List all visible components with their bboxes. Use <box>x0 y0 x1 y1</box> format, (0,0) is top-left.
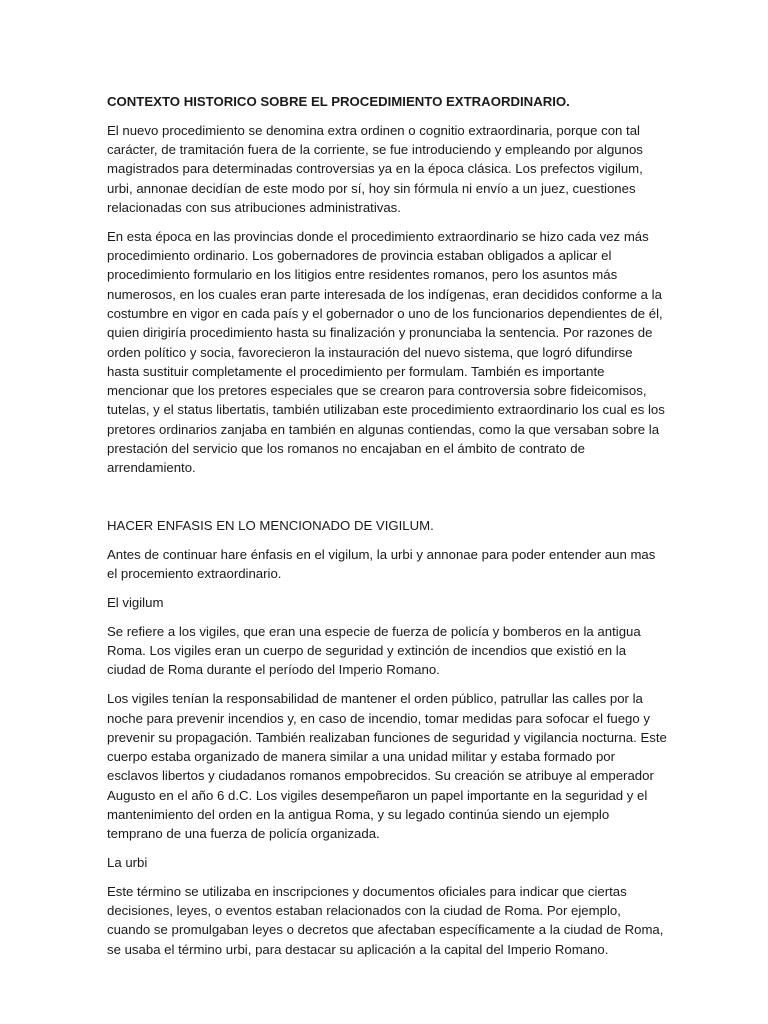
urbi-heading: La urbi <box>107 855 148 871</box>
section-heading: HACER ENFASIS EN LO MENCIONADO DE VIGILUM. <box>107 518 434 534</box>
section-gap <box>107 487 667 516</box>
paragraph-intro-2: En esta época en las provincias donde el procedimiento extraordinario se hizo cada vez más procedimiento ordinario. Los gobernadores de provincia estaban obligados a aplicar el procedimiento formulario en los litigios entre residentes romanos, pero los asuntos más numerosos, en los cuales eran parte interesada de los indígenas, eran decididos conforme a la costumbre en vigor en cada país y el gobernador o uno de los funcionarios dependientes de él, quien dirigiría procedimiento hasta su finalización y pronunciaba la sentencia. Por razones de orden político y socia, favorecieron la instauración del nuevo sistema, que logró difundirse hasta sustituir completamente el procedimiento per formulam. También es importante mencionar que los pretores especiales que se crearon para controversia sobre fideicomisos, tutelas, y el status libertatis, también utilizaban este procedimiento extraordinario los cual es los pretores ordinarios zanjaba en también en algunas contiendas, como la que versaban sobre la prestación del servicio que los romanos no encajaban en el ámbito de contrato de arrendamiento. <box>107 228 665 476</box>
paragraph-intro-1: El nuevo procedimiento se denomina extra ordinen o cognitio extraordinaria, porque con tal carácter, de tramitación fuera de la corriente, se fue introduciendo y empleando por algunos magistrados para determinadas controversias ya en la época clásica. Los prefectos vigilum, urbi, annonae decidían de este modo por sí, hoy sin fórmula ni envío a un juez, cuestiones relacionadas con sus atribuciones administrativas. <box>107 122 643 215</box>
vigilum-paragraph-1: Se refiere a los vigiles, que eran una especie de fuerza de policía y bomberos en la antigua Roma. Los vigiles eran un cuerpo de seguridad y extinción de incendios que existió en la ciudad de Roma durante el período del Imperio Romano. <box>107 623 641 678</box>
section-intro: Antes de continuar hare énfasis en el vigilum, la urbi y annonae para poder entender aun mas el procemiento extraordinario. <box>107 546 656 582</box>
vigilum-paragraph-2: Los vigiles tenían la responsabilidad de mantener el orden público, patrullar las calles por la noche para prevenir incendios y, en caso de incendio, tomar medidas para sofocar el fuego y prevenir su propagación. También realizaban funciones de seguridad y vigilancia nocturna. Este cuerpo estaba organizado de manera similar a una unidad militar y estaba formado por esclavos libertos y ciudadanos romanos empobrecidos. Su creación se atribuye al emperador Augusto en el año 6 d.C. Los vigiles desempeñaron un papel importante en la seguridad y el mantenimiento del orden en la antigua Roma, y su legado continúa siendo un ejemplo temprano de una fuerza de policía organizada. <box>107 691 667 842</box>
document-body <box>107 92 667 969</box>
urbi-paragraph: Este término se utilizaba en inscripciones y documentos oficiales para indicar que ciertas decisiones, leyes, o eventos estaban relacionados con la ciudad de Roma. Por ejemplo, cuando se promulgaban leyes o decretos que afectaban específicamente a la ciudad de Roma, se usaba el término urbi, para destacar su aplicación a la capital del Imperio Romano. <box>107 883 664 957</box>
document-title: CONTEXTO HISTORICO SOBRE EL PROCEDIMIENTO EXTRAORDINARIO. <box>107 94 570 109</box>
vigilum-heading: El vigilum <box>107 595 164 611</box>
